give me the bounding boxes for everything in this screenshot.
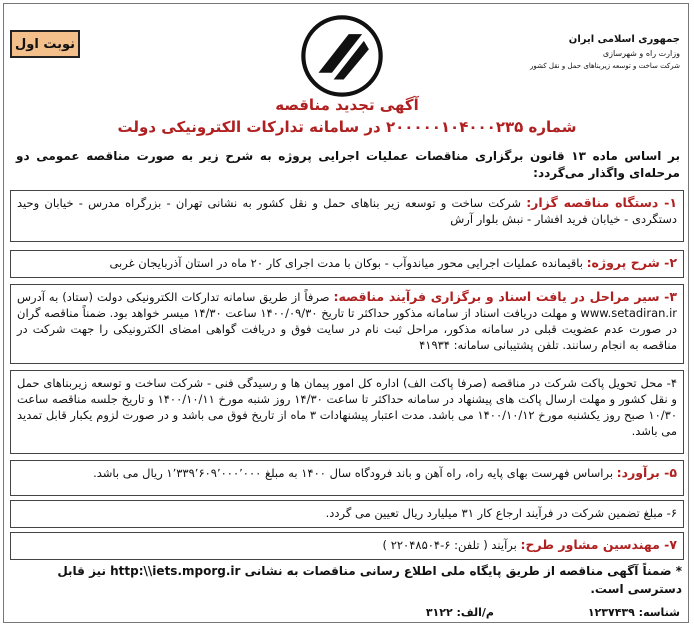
section-3-text: صرفاً از طریق سامانه تدارکات الکترونیکی دولت (ستاد) به آدرس www.setadiran.ir و مهلت دریافت اسناد از سامانه مذکور حداکثر تا تاریخ ۱۴۰۰/۰۹/۳۰ ساعت ۱۴/۳۰ میسر خواهد بود. ضمناً مناقصه گران در صورت عدم عضویت قبلی در سامانه مذکور، مراحل ثبت نام در سایت فوق و دریافت گواهی امضای الکترونیکی را جهت شرکت در مناقصه به انجام رسانند. تلفن پشتیبانی سامانه: ۴۱۹۳۴ <box>17 290 677 352</box>
section-3 <box>10 284 684 364</box>
footer-note: * ضمناً آگهی مناقصه از طریق پایگاه ملی اطلاع رسانی مناقصات به نشانی http:\\iets.mporg.ir نیز قابل دسترسی است. <box>57 564 682 596</box>
section-6-text: ۶- مبلغ تضمین شرکت در فرآیند ارجاع کار ۳۱ میلیارد ریال تعیین می گردد. <box>325 506 677 520</box>
bottom-bar <box>0 604 694 626</box>
section-6 <box>10 500 684 528</box>
tender-number: شماره ۲۰۰۰۰۰۱۰۴۰۰۰۲۳۵ در سامانه تدارکات الکترونیکی دولت <box>117 118 577 136</box>
section-2-text: باقیمانده عملیات اجرایی محور میاندوآب - بوکان با مدت اجرای کار ۲۰ ماه در استان آذربایجان غربی <box>109 256 583 270</box>
section-5-heading: ۵- برآورد: <box>616 465 677 480</box>
section-3-heading: ۳- سیر مراحل در یافت اسناد و برگزاری فرآیند مناقصه: <box>333 289 678 304</box>
section-1 <box>10 190 684 242</box>
org-line-2: وزارت راه و شهرسازی <box>602 49 680 58</box>
section-1-heading: ۱- دستگاه مناقصه گزار: <box>526 195 677 210</box>
section-5-text: براساس فهرست بهای پایه راه، راه آهن و باند فرودگاه سال ۱۴۰۰ به مبلغ ۱٬۳۳۹٬۶۰۹٬۰۰۰٬۰۰۰ ریال می باشد. <box>93 466 614 480</box>
header <box>0 0 694 150</box>
organization-block <box>500 34 680 70</box>
section-7-heading: ۷- مهندسین مشاور طرح: <box>520 537 677 552</box>
section-1-text: شرکت ساخت و توسعه زیر بناهای حمل و نقل کشور به نشانی تهران - بزرگراه مدرس - خیابان وحید دستگردی - خیابان فرید افشار - نبش بلوار آرش <box>17 196 677 226</box>
tender-title: آگهی تجدید مناقصه <box>275 96 419 114</box>
organization-logo-icon <box>300 14 384 98</box>
section-7 <box>10 532 684 560</box>
section-2-heading: ۲- شرح پروژه: <box>586 255 677 270</box>
section-4-text: ۴- محل تحویل پاکت شرکت در مناقصه (صرفا پاکت الف) اداره کل امور پیمان ها و رسیدگی فنی - شرکت ساخت و توسعه زیربناهای حمل و نقل کشور و مهلت ارسال پاکت های پیشنهاد در سامانه حداکثر تا ساعت ۱۴/۳۰ روز شنبه مورخ ۱۴۰۰/۱۰/۱۱ و تاریخ جلسه مناقصه ساعت ۱۰/۳۰ صبح روز یکشنبه مورخ ۱۴۰۰/۱۰/۱۲ می باشد. مدت اعتبار پیشنهادات ۳ ماه از تاریخ فوق می باشد و در صورت لزوم یکبار قابل تمدید می باشد. <box>17 376 678 438</box>
section-5 <box>10 460 684 496</box>
intro-text: بر اساس ماده ۱۳ قانون برگزاری مناقصات عملیات اجرایی پروژه به شرح زیر به صورت مناقصه عمومی دو مرحله‌ای واگذار می‌گردد: <box>16 149 680 180</box>
section-2 <box>10 250 684 278</box>
section-7-text: برآیند ( تلفن: ۶-۲۲۰۴۸۵۰۴ ) <box>382 538 517 552</box>
org-line-1: جمهوری اسلامی ایران <box>568 34 680 45</box>
round-badge: نوبت اول <box>10 30 80 58</box>
ad-reference-id: شناسه: ۱۲۳۷۴۳۹ <box>587 606 680 619</box>
org-line-3: شرکت ساخت و توسعه زیربناهای حمل و نقل کشور <box>530 62 680 70</box>
ad-number: م/الف: ۳۱۲۲ <box>425 606 494 619</box>
section-4 <box>10 370 684 454</box>
